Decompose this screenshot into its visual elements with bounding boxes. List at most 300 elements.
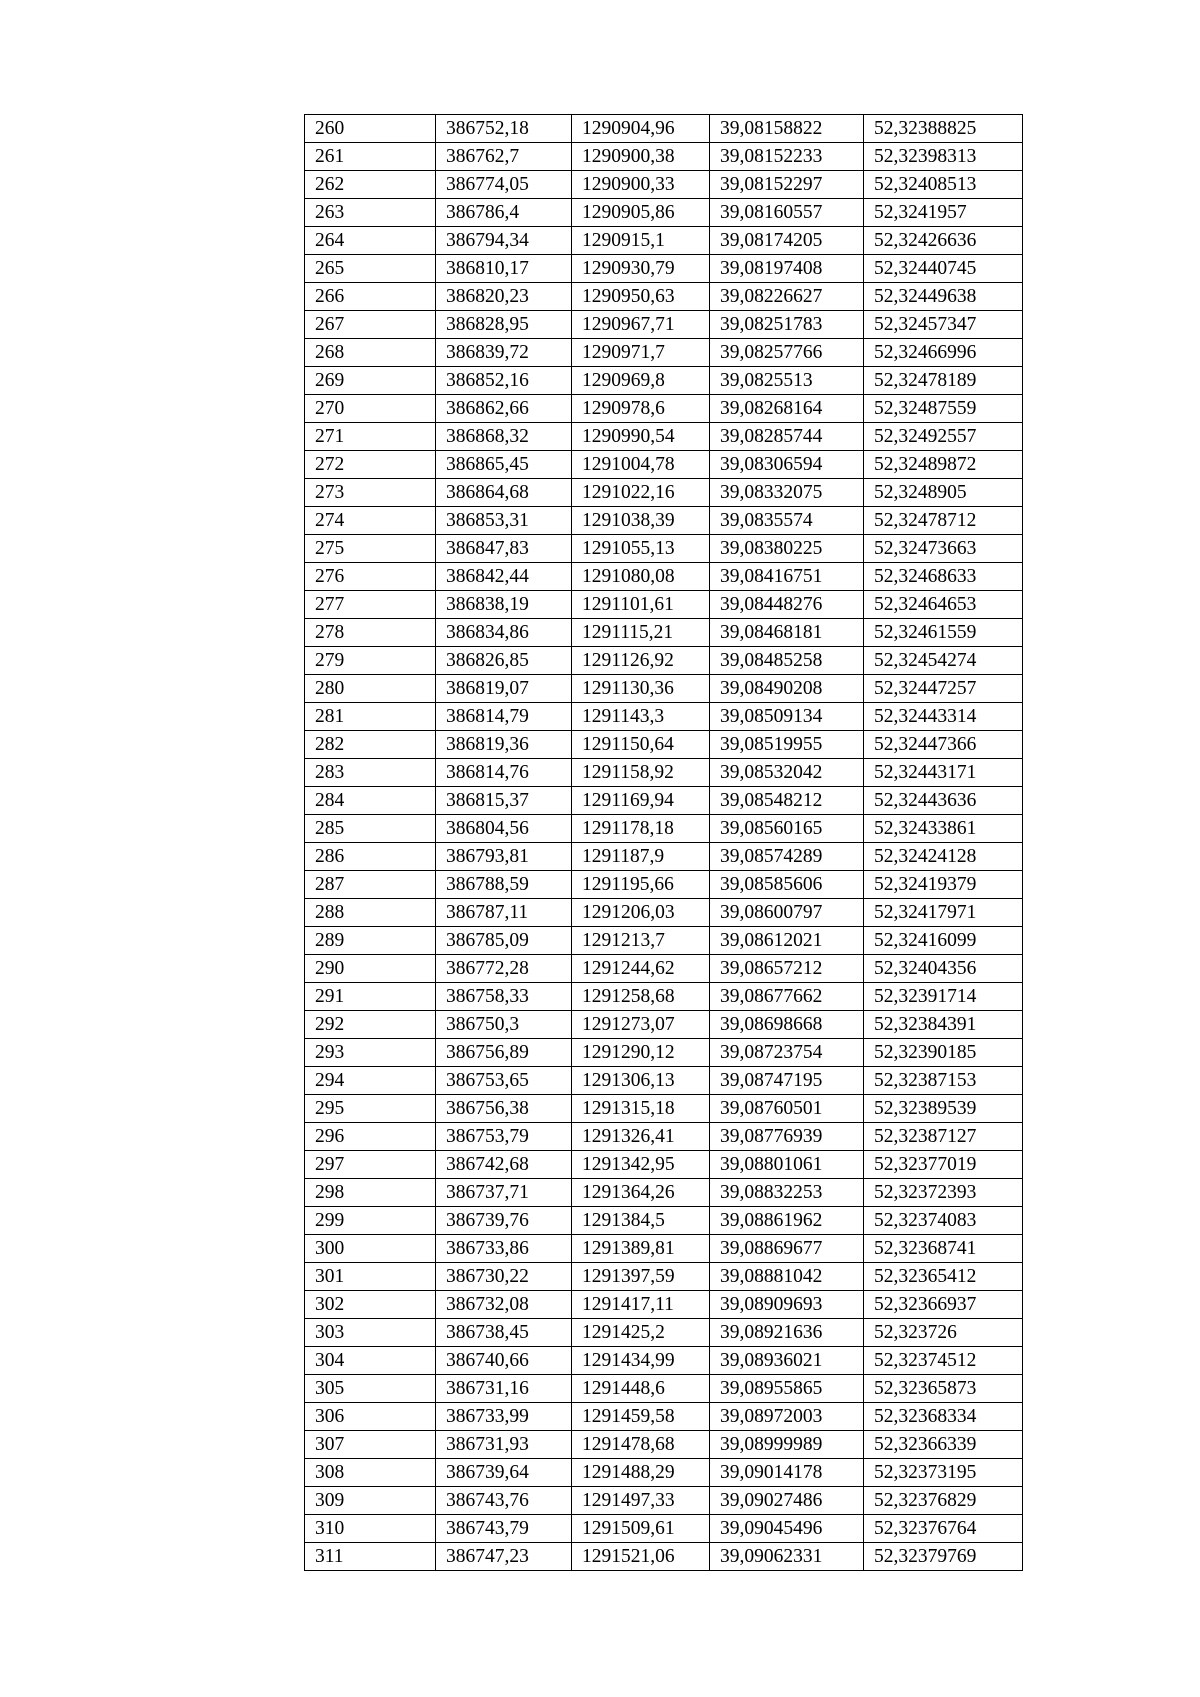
longitude-cell: 39,08197408 bbox=[710, 255, 864, 283]
table-row bbox=[305, 703, 1023, 731]
latitude-cell: 52,32387127 bbox=[864, 1123, 1023, 1151]
longitude-cell: 39,08285744 bbox=[710, 423, 864, 451]
y-coordinate-cell: 1291326,41 bbox=[572, 1123, 710, 1151]
point-number-cell: 272 bbox=[305, 451, 436, 479]
table-row bbox=[305, 815, 1023, 843]
table-row bbox=[305, 1207, 1023, 1235]
longitude-cell: 39,08801061 bbox=[710, 1151, 864, 1179]
point-number-cell: 309 bbox=[305, 1487, 436, 1515]
y-coordinate-cell: 1291187,9 bbox=[572, 843, 710, 871]
y-coordinate-cell: 1291038,39 bbox=[572, 507, 710, 535]
x-coordinate-cell: 386740,66 bbox=[436, 1347, 572, 1375]
longitude-cell: 39,08657212 bbox=[710, 955, 864, 983]
latitude-cell: 52,32384391 bbox=[864, 1011, 1023, 1039]
x-coordinate-cell: 386785,09 bbox=[436, 927, 572, 955]
x-coordinate-cell: 386820,23 bbox=[436, 283, 572, 311]
table-row bbox=[305, 927, 1023, 955]
y-coordinate-cell: 1291213,7 bbox=[572, 927, 710, 955]
y-coordinate-cell: 1290971,7 bbox=[572, 339, 710, 367]
x-coordinate-cell: 386739,76 bbox=[436, 1207, 572, 1235]
point-number-cell: 273 bbox=[305, 479, 436, 507]
x-coordinate-cell: 386756,89 bbox=[436, 1039, 572, 1067]
point-number-cell: 284 bbox=[305, 787, 436, 815]
table-row bbox=[305, 115, 1023, 143]
point-number-cell: 294 bbox=[305, 1067, 436, 1095]
longitude-cell: 39,08226627 bbox=[710, 283, 864, 311]
longitude-cell: 39,09014178 bbox=[710, 1459, 864, 1487]
x-coordinate-cell: 386730,22 bbox=[436, 1263, 572, 1291]
table-row bbox=[305, 1235, 1023, 1263]
table-row bbox=[305, 1263, 1023, 1291]
longitude-cell: 39,08921636 bbox=[710, 1319, 864, 1347]
latitude-cell: 52,32390185 bbox=[864, 1039, 1023, 1067]
latitude-cell: 52,32454274 bbox=[864, 647, 1023, 675]
table-row bbox=[305, 1291, 1023, 1319]
table-row bbox=[305, 1011, 1023, 1039]
latitude-cell: 52,32447257 bbox=[864, 675, 1023, 703]
x-coordinate-cell: 386810,17 bbox=[436, 255, 572, 283]
x-coordinate-cell: 386750,3 bbox=[436, 1011, 572, 1039]
point-number-cell: 292 bbox=[305, 1011, 436, 1039]
point-number-cell: 299 bbox=[305, 1207, 436, 1235]
table-row bbox=[305, 1487, 1023, 1515]
x-coordinate-cell: 386852,16 bbox=[436, 367, 572, 395]
coordinates-table bbox=[304, 114, 1023, 1571]
x-coordinate-cell: 386868,32 bbox=[436, 423, 572, 451]
longitude-cell: 39,08380225 bbox=[710, 535, 864, 563]
latitude-cell: 52,32368741 bbox=[864, 1235, 1023, 1263]
table-row bbox=[305, 227, 1023, 255]
longitude-cell: 39,08723754 bbox=[710, 1039, 864, 1067]
longitude-cell: 39,08999989 bbox=[710, 1431, 864, 1459]
table-row bbox=[305, 787, 1023, 815]
table-row bbox=[305, 731, 1023, 759]
latitude-cell: 52,32379769 bbox=[864, 1543, 1023, 1571]
point-number-cell: 268 bbox=[305, 339, 436, 367]
y-coordinate-cell: 1291273,07 bbox=[572, 1011, 710, 1039]
latitude-cell: 52,32391714 bbox=[864, 983, 1023, 1011]
x-coordinate-cell: 386814,79 bbox=[436, 703, 572, 731]
y-coordinate-cell: 1290900,33 bbox=[572, 171, 710, 199]
latitude-cell: 52,32365873 bbox=[864, 1375, 1023, 1403]
latitude-cell: 52,32443636 bbox=[864, 787, 1023, 815]
longitude-cell: 39,08416751 bbox=[710, 563, 864, 591]
longitude-cell: 39,08861962 bbox=[710, 1207, 864, 1235]
y-coordinate-cell: 1291417,11 bbox=[572, 1291, 710, 1319]
table-row bbox=[305, 1403, 1023, 1431]
point-number-cell: 303 bbox=[305, 1319, 436, 1347]
point-number-cell: 300 bbox=[305, 1235, 436, 1263]
longitude-cell: 39,08909693 bbox=[710, 1291, 864, 1319]
table-row bbox=[305, 143, 1023, 171]
latitude-cell: 52,32466996 bbox=[864, 339, 1023, 367]
longitude-cell: 39,08174205 bbox=[710, 227, 864, 255]
table-row bbox=[305, 1123, 1023, 1151]
longitude-cell: 39,08485258 bbox=[710, 647, 864, 675]
latitude-cell: 52,32492557 bbox=[864, 423, 1023, 451]
longitude-cell: 39,08776939 bbox=[710, 1123, 864, 1151]
table-row bbox=[305, 591, 1023, 619]
latitude-cell: 52,32443171 bbox=[864, 759, 1023, 787]
table-row bbox=[305, 1515, 1023, 1543]
point-number-cell: 267 bbox=[305, 311, 436, 339]
table-row bbox=[305, 1319, 1023, 1347]
latitude-cell: 52,32408513 bbox=[864, 171, 1023, 199]
y-coordinate-cell: 1291169,94 bbox=[572, 787, 710, 815]
longitude-cell: 39,08574289 bbox=[710, 843, 864, 871]
longitude-cell: 39,08698668 bbox=[710, 1011, 864, 1039]
longitude-cell: 39,08152233 bbox=[710, 143, 864, 171]
y-coordinate-cell: 1291488,29 bbox=[572, 1459, 710, 1487]
x-coordinate-cell: 386774,05 bbox=[436, 171, 572, 199]
y-coordinate-cell: 1291521,06 bbox=[572, 1543, 710, 1571]
latitude-cell: 52,32373195 bbox=[864, 1459, 1023, 1487]
x-coordinate-cell: 386762,7 bbox=[436, 143, 572, 171]
x-coordinate-cell: 386839,72 bbox=[436, 339, 572, 367]
x-coordinate-cell: 386732,08 bbox=[436, 1291, 572, 1319]
latitude-cell: 52,32426636 bbox=[864, 227, 1023, 255]
table-row bbox=[305, 423, 1023, 451]
latitude-cell: 52,32433861 bbox=[864, 815, 1023, 843]
point-number-cell: 275 bbox=[305, 535, 436, 563]
longitude-cell: 39,08152297 bbox=[710, 171, 864, 199]
x-coordinate-cell: 386731,93 bbox=[436, 1431, 572, 1459]
x-coordinate-cell: 386743,79 bbox=[436, 1515, 572, 1543]
latitude-cell: 52,32478712 bbox=[864, 507, 1023, 535]
y-coordinate-cell: 1291258,68 bbox=[572, 983, 710, 1011]
x-coordinate-cell: 386742,68 bbox=[436, 1151, 572, 1179]
y-coordinate-cell: 1291478,68 bbox=[572, 1431, 710, 1459]
x-coordinate-cell: 386772,28 bbox=[436, 955, 572, 983]
point-number-cell: 288 bbox=[305, 899, 436, 927]
x-coordinate-cell: 386753,65 bbox=[436, 1067, 572, 1095]
y-coordinate-cell: 1291195,66 bbox=[572, 871, 710, 899]
latitude-cell: 52,32376764 bbox=[864, 1515, 1023, 1543]
y-coordinate-cell: 1291080,08 bbox=[572, 563, 710, 591]
point-number-cell: 296 bbox=[305, 1123, 436, 1151]
longitude-cell: 39,08468181 bbox=[710, 619, 864, 647]
point-number-cell: 306 bbox=[305, 1403, 436, 1431]
x-coordinate-cell: 386731,16 bbox=[436, 1375, 572, 1403]
x-coordinate-cell: 386853,31 bbox=[436, 507, 572, 535]
latitude-cell: 52,32473663 bbox=[864, 535, 1023, 563]
point-number-cell: 281 bbox=[305, 703, 436, 731]
x-coordinate-cell: 386828,95 bbox=[436, 311, 572, 339]
point-number-cell: 308 bbox=[305, 1459, 436, 1487]
point-number-cell: 280 bbox=[305, 675, 436, 703]
latitude-cell: 52,32389539 bbox=[864, 1095, 1023, 1123]
y-coordinate-cell: 1291315,18 bbox=[572, 1095, 710, 1123]
x-coordinate-cell: 386842,44 bbox=[436, 563, 572, 591]
y-coordinate-cell: 1291497,33 bbox=[572, 1487, 710, 1515]
table-row bbox=[305, 255, 1023, 283]
point-number-cell: 277 bbox=[305, 591, 436, 619]
point-number-cell: 293 bbox=[305, 1039, 436, 1067]
y-coordinate-cell: 1291509,61 bbox=[572, 1515, 710, 1543]
point-number-cell: 302 bbox=[305, 1291, 436, 1319]
x-coordinate-cell: 386733,86 bbox=[436, 1235, 572, 1263]
table-row bbox=[305, 675, 1023, 703]
table-row bbox=[305, 1179, 1023, 1207]
y-coordinate-cell: 1291178,18 bbox=[572, 815, 710, 843]
longitude-cell: 39,09045496 bbox=[710, 1515, 864, 1543]
y-coordinate-cell: 1290915,1 bbox=[572, 227, 710, 255]
latitude-cell: 52,32374512 bbox=[864, 1347, 1023, 1375]
longitude-cell: 39,08490208 bbox=[710, 675, 864, 703]
latitude-cell: 52,3241957 bbox=[864, 199, 1023, 227]
x-coordinate-cell: 386786,4 bbox=[436, 199, 572, 227]
longitude-cell: 39,08158822 bbox=[710, 115, 864, 143]
table-row bbox=[305, 451, 1023, 479]
longitude-cell: 39,08560165 bbox=[710, 815, 864, 843]
latitude-cell: 52,32366339 bbox=[864, 1431, 1023, 1459]
longitude-cell: 39,08257766 bbox=[710, 339, 864, 367]
table-row bbox=[305, 1151, 1023, 1179]
longitude-cell: 39,08160557 bbox=[710, 199, 864, 227]
y-coordinate-cell: 1291425,2 bbox=[572, 1319, 710, 1347]
point-number-cell: 307 bbox=[305, 1431, 436, 1459]
y-coordinate-cell: 1291389,81 bbox=[572, 1235, 710, 1263]
table-row bbox=[305, 479, 1023, 507]
y-coordinate-cell: 1291397,59 bbox=[572, 1263, 710, 1291]
y-coordinate-cell: 1291306,13 bbox=[572, 1067, 710, 1095]
x-coordinate-cell: 386804,56 bbox=[436, 815, 572, 843]
point-number-cell: 311 bbox=[305, 1543, 436, 1571]
y-coordinate-cell: 1291055,13 bbox=[572, 535, 710, 563]
point-number-cell: 304 bbox=[305, 1347, 436, 1375]
table-row bbox=[305, 983, 1023, 1011]
y-coordinate-cell: 1291004,78 bbox=[572, 451, 710, 479]
table-row bbox=[305, 1543, 1023, 1571]
point-number-cell: 263 bbox=[305, 199, 436, 227]
latitude-cell: 52,32443314 bbox=[864, 703, 1023, 731]
latitude-cell: 52,32398313 bbox=[864, 143, 1023, 171]
latitude-cell: 52,32365412 bbox=[864, 1263, 1023, 1291]
table-row bbox=[305, 759, 1023, 787]
table-row bbox=[305, 647, 1023, 675]
point-number-cell: 282 bbox=[305, 731, 436, 759]
y-coordinate-cell: 1291244,62 bbox=[572, 955, 710, 983]
y-coordinate-cell: 1290967,71 bbox=[572, 311, 710, 339]
y-coordinate-cell: 1291384,5 bbox=[572, 1207, 710, 1235]
point-number-cell: 279 bbox=[305, 647, 436, 675]
longitude-cell: 39,08972003 bbox=[710, 1403, 864, 1431]
table-row bbox=[305, 1375, 1023, 1403]
point-number-cell: 274 bbox=[305, 507, 436, 535]
y-coordinate-cell: 1291206,03 bbox=[572, 899, 710, 927]
longitude-cell: 39,08548212 bbox=[710, 787, 864, 815]
x-coordinate-cell: 386738,45 bbox=[436, 1319, 572, 1347]
table-row bbox=[305, 1067, 1023, 1095]
y-coordinate-cell: 1291434,99 bbox=[572, 1347, 710, 1375]
y-coordinate-cell: 1291459,58 bbox=[572, 1403, 710, 1431]
y-coordinate-cell: 1291130,36 bbox=[572, 675, 710, 703]
longitude-cell: 39,08519955 bbox=[710, 731, 864, 759]
latitude-cell: 52,32374083 bbox=[864, 1207, 1023, 1235]
longitude-cell: 39,08955865 bbox=[710, 1375, 864, 1403]
longitude-cell: 39,08268164 bbox=[710, 395, 864, 423]
latitude-cell: 52,32372393 bbox=[864, 1179, 1023, 1207]
x-coordinate-cell: 386819,36 bbox=[436, 731, 572, 759]
point-number-cell: 261 bbox=[305, 143, 436, 171]
point-number-cell: 271 bbox=[305, 423, 436, 451]
longitude-cell: 39,0825513 bbox=[710, 367, 864, 395]
x-coordinate-cell: 386758,33 bbox=[436, 983, 572, 1011]
longitude-cell: 39,08677662 bbox=[710, 983, 864, 1011]
longitude-cell: 39,08612021 bbox=[710, 927, 864, 955]
x-coordinate-cell: 386826,85 bbox=[436, 647, 572, 675]
y-coordinate-cell: 1290969,8 bbox=[572, 367, 710, 395]
latitude-cell: 52,32424128 bbox=[864, 843, 1023, 871]
longitude-cell: 39,09062331 bbox=[710, 1543, 864, 1571]
y-coordinate-cell: 1290978,6 bbox=[572, 395, 710, 423]
y-coordinate-cell: 1291126,92 bbox=[572, 647, 710, 675]
point-number-cell: 270 bbox=[305, 395, 436, 423]
y-coordinate-cell: 1291342,95 bbox=[572, 1151, 710, 1179]
latitude-cell: 52,32464653 bbox=[864, 591, 1023, 619]
latitude-cell: 52,32447366 bbox=[864, 731, 1023, 759]
latitude-cell: 52,32388825 bbox=[864, 115, 1023, 143]
x-coordinate-cell: 386756,38 bbox=[436, 1095, 572, 1123]
longitude-cell: 39,08585606 bbox=[710, 871, 864, 899]
longitude-cell: 39,08832253 bbox=[710, 1179, 864, 1207]
point-number-cell: 260 bbox=[305, 115, 436, 143]
y-coordinate-cell: 1290900,38 bbox=[572, 143, 710, 171]
point-number-cell: 283 bbox=[305, 759, 436, 787]
longitude-cell: 39,08532042 bbox=[710, 759, 864, 787]
longitude-cell: 39,08306594 bbox=[710, 451, 864, 479]
point-number-cell: 287 bbox=[305, 871, 436, 899]
table-row bbox=[305, 507, 1023, 535]
table-row bbox=[305, 1039, 1023, 1067]
x-coordinate-cell: 386733,99 bbox=[436, 1403, 572, 1431]
y-coordinate-cell: 1291101,61 bbox=[572, 591, 710, 619]
table-row bbox=[305, 395, 1023, 423]
longitude-cell: 39,08760501 bbox=[710, 1095, 864, 1123]
table-row bbox=[305, 199, 1023, 227]
y-coordinate-cell: 1290905,86 bbox=[572, 199, 710, 227]
point-number-cell: 265 bbox=[305, 255, 436, 283]
x-coordinate-cell: 386743,76 bbox=[436, 1487, 572, 1515]
latitude-cell: 52,32366937 bbox=[864, 1291, 1023, 1319]
point-number-cell: 276 bbox=[305, 563, 436, 591]
x-coordinate-cell: 386793,81 bbox=[436, 843, 572, 871]
table-row bbox=[305, 339, 1023, 367]
y-coordinate-cell: 1291022,16 bbox=[572, 479, 710, 507]
point-number-cell: 297 bbox=[305, 1151, 436, 1179]
point-number-cell: 298 bbox=[305, 1179, 436, 1207]
point-number-cell: 285 bbox=[305, 815, 436, 843]
point-number-cell: 301 bbox=[305, 1263, 436, 1291]
coordinates-table-body bbox=[305, 115, 1023, 1571]
table-row bbox=[305, 535, 1023, 563]
table-row bbox=[305, 1459, 1023, 1487]
table-row bbox=[305, 843, 1023, 871]
table-row bbox=[305, 283, 1023, 311]
point-number-cell: 266 bbox=[305, 283, 436, 311]
x-coordinate-cell: 386739,64 bbox=[436, 1459, 572, 1487]
table-row bbox=[305, 367, 1023, 395]
table-row bbox=[305, 1095, 1023, 1123]
latitude-cell: 52,32377019 bbox=[864, 1151, 1023, 1179]
longitude-cell: 39,08600797 bbox=[710, 899, 864, 927]
latitude-cell: 52,32449638 bbox=[864, 283, 1023, 311]
longitude-cell: 39,08869677 bbox=[710, 1235, 864, 1263]
x-coordinate-cell: 386847,83 bbox=[436, 535, 572, 563]
x-coordinate-cell: 386737,71 bbox=[436, 1179, 572, 1207]
x-coordinate-cell: 386814,76 bbox=[436, 759, 572, 787]
latitude-cell: 52,3248905 bbox=[864, 479, 1023, 507]
point-number-cell: 286 bbox=[305, 843, 436, 871]
latitude-cell: 52,32487559 bbox=[864, 395, 1023, 423]
latitude-cell: 52,32457347 bbox=[864, 311, 1023, 339]
y-coordinate-cell: 1290950,63 bbox=[572, 283, 710, 311]
latitude-cell: 52,32489872 bbox=[864, 451, 1023, 479]
x-coordinate-cell: 386862,66 bbox=[436, 395, 572, 423]
y-coordinate-cell: 1291448,6 bbox=[572, 1375, 710, 1403]
y-coordinate-cell: 1291290,12 bbox=[572, 1039, 710, 1067]
table-row bbox=[305, 1347, 1023, 1375]
x-coordinate-cell: 386787,11 bbox=[436, 899, 572, 927]
latitude-cell: 52,32368334 bbox=[864, 1403, 1023, 1431]
x-coordinate-cell: 386752,18 bbox=[436, 115, 572, 143]
latitude-cell: 52,32461559 bbox=[864, 619, 1023, 647]
x-coordinate-cell: 386819,07 bbox=[436, 675, 572, 703]
y-coordinate-cell: 1291143,3 bbox=[572, 703, 710, 731]
x-coordinate-cell: 386815,37 bbox=[436, 787, 572, 815]
point-number-cell: 289 bbox=[305, 927, 436, 955]
latitude-cell: 52,323726 bbox=[864, 1319, 1023, 1347]
point-number-cell: 291 bbox=[305, 983, 436, 1011]
latitude-cell: 52,32478189 bbox=[864, 367, 1023, 395]
y-coordinate-cell: 1290990,54 bbox=[572, 423, 710, 451]
x-coordinate-cell: 386864,68 bbox=[436, 479, 572, 507]
latitude-cell: 52,32419379 bbox=[864, 871, 1023, 899]
point-number-cell: 295 bbox=[305, 1095, 436, 1123]
latitude-cell: 52,32417971 bbox=[864, 899, 1023, 927]
x-coordinate-cell: 386838,19 bbox=[436, 591, 572, 619]
longitude-cell: 39,08936021 bbox=[710, 1347, 864, 1375]
x-coordinate-cell: 386794,34 bbox=[436, 227, 572, 255]
point-number-cell: 264 bbox=[305, 227, 436, 255]
x-coordinate-cell: 386788,59 bbox=[436, 871, 572, 899]
longitude-cell: 39,08251783 bbox=[710, 311, 864, 339]
longitude-cell: 39,0835574 bbox=[710, 507, 864, 535]
point-number-cell: 278 bbox=[305, 619, 436, 647]
table-row bbox=[305, 955, 1023, 983]
x-coordinate-cell: 386753,79 bbox=[436, 1123, 572, 1151]
table-row bbox=[305, 311, 1023, 339]
longitude-cell: 39,08448276 bbox=[710, 591, 864, 619]
point-number-cell: 269 bbox=[305, 367, 436, 395]
latitude-cell: 52,32440745 bbox=[864, 255, 1023, 283]
latitude-cell: 52,32416099 bbox=[864, 927, 1023, 955]
table-row bbox=[305, 871, 1023, 899]
latitude-cell: 52,32404356 bbox=[864, 955, 1023, 983]
table-row bbox=[305, 563, 1023, 591]
y-coordinate-cell: 1291115,21 bbox=[572, 619, 710, 647]
y-coordinate-cell: 1291364,26 bbox=[572, 1179, 710, 1207]
y-coordinate-cell: 1291158,92 bbox=[572, 759, 710, 787]
x-coordinate-cell: 386865,45 bbox=[436, 451, 572, 479]
y-coordinate-cell: 1291150,64 bbox=[572, 731, 710, 759]
point-number-cell: 305 bbox=[305, 1375, 436, 1403]
x-coordinate-cell: 386834,86 bbox=[436, 619, 572, 647]
point-number-cell: 262 bbox=[305, 171, 436, 199]
latitude-cell: 52,32387153 bbox=[864, 1067, 1023, 1095]
table-row bbox=[305, 899, 1023, 927]
longitude-cell: 39,08747195 bbox=[710, 1067, 864, 1095]
